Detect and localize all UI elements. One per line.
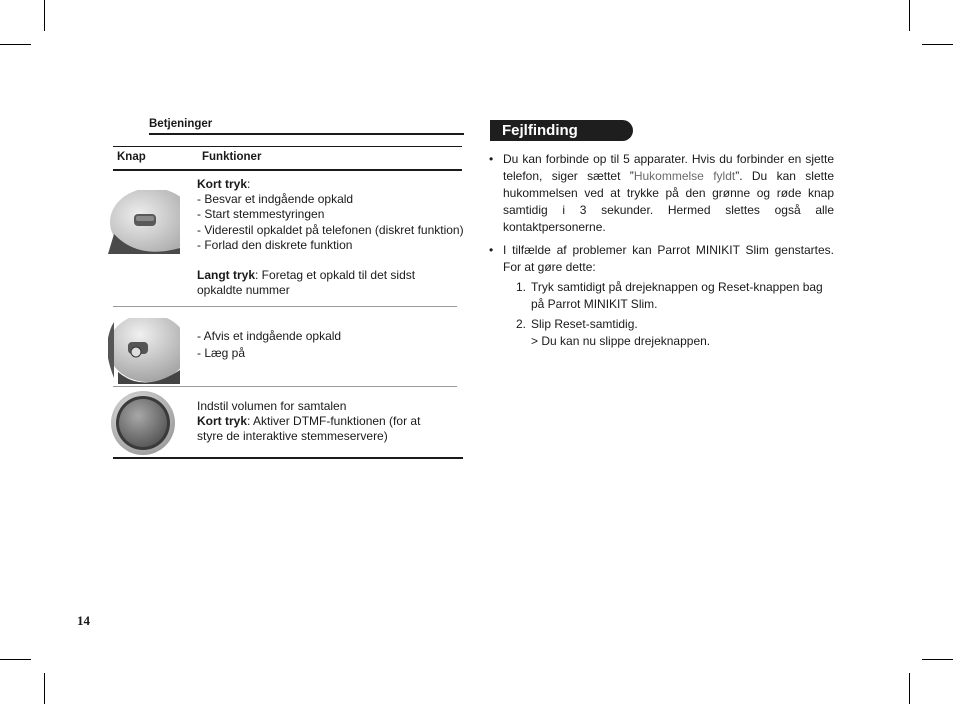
divider: [149, 133, 464, 135]
step-item: [516, 279, 834, 313]
row-divider: [113, 386, 457, 387]
step-item: [516, 316, 834, 350]
function-line: - Viderestil opkaldet på telefonen (diskret funktion): [197, 222, 464, 237]
bullet-marker: •: [489, 152, 494, 166]
row-divider: [113, 306, 457, 307]
function-line: opkaldte nummer: [197, 283, 290, 298]
crop-mark: [922, 44, 953, 45]
function-line: - Start stemmestyringen: [197, 207, 325, 222]
steps-list: [489, 279, 834, 350]
function-line: - Afvis et indgående opkald: [197, 329, 342, 343]
green-call-button-icon: [108, 190, 180, 254]
label-text: : Foretag et opkald til det sidst: [255, 268, 416, 283]
bold-label: Kort tryk: [197, 414, 248, 429]
function-line: Indstil volumen for samtalen: [197, 399, 347, 413]
section-title: Betjeninger: [149, 118, 213, 130]
crop-mark: [909, 673, 910, 704]
label-text: : Aktiver DTMF-funktionen (for at: [247, 414, 421, 429]
bold-label: Langt tryk: [197, 268, 256, 283]
label-text: :: [247, 177, 251, 191]
crop-mark: [0, 44, 31, 45]
bullet-text: Du kan forbinde op til 5 apparater. Hvis du forbinder en sjette telefon, siger sættet ”: [503, 152, 834, 183]
red-hangup-button-icon: [108, 318, 180, 384]
divider: [113, 457, 463, 459]
step-text: Tryk samtidigt på drejeknappen og Reset-knappen bag på Parrot MINIKIT Slim.: [531, 280, 823, 311]
crop-mark: [44, 673, 45, 704]
bullet-item: [489, 242, 834, 276]
row-3-text: [197, 399, 420, 445]
page-number: 14: [77, 613, 90, 628]
crop-mark: [44, 0, 45, 31]
step-number: 1.: [516, 280, 527, 294]
bold-label: Kort tryk: [197, 177, 248, 191]
function-line: - Besvar et indgående opkald: [197, 192, 354, 207]
section-banner: [490, 120, 633, 141]
bullet-item: [489, 151, 834, 236]
troubleshooting-content: [489, 151, 834, 353]
volume-knob-icon: [110, 390, 176, 456]
bullet-text: I tilfælde af problemer kan Parrot MINIKIT Slim genstartes. For at gøre dette:: [503, 243, 834, 274]
column-header-funktioner: Funktioner: [202, 151, 262, 163]
step-number: 2.: [516, 317, 527, 331]
crop-mark: [909, 0, 910, 31]
bullet-marker: •: [489, 243, 494, 257]
bullet-text: ”. Du kan slette hukommelsen ved at trykke på den grønne og røde knap samtidig i 3 sekunder. Hermed slettes også alle kontaktpersonerne.: [503, 169, 834, 234]
row-1-text: [197, 177, 464, 298]
step-text: Slip Reset-samtidig.: [531, 317, 638, 331]
highlighted-phrase: Hukommelse fyldt: [633, 169, 736, 183]
banner-title: Fejlfinding: [502, 122, 578, 139]
function-line: styre de interaktive stemmeservere): [197, 429, 388, 444]
column-header-knap: Knap: [117, 151, 146, 163]
function-line: - Læg på: [197, 345, 246, 360]
row-2-text: [197, 328, 341, 361]
divider: [113, 146, 462, 147]
divider: [113, 169, 462, 171]
step-subtext: > Du kan nu slippe drejeknappen.: [531, 334, 711, 348]
crop-mark: [922, 659, 953, 660]
function-line: - Forlad den diskrete funktion: [197, 237, 353, 252]
crop-mark: [0, 659, 31, 660]
